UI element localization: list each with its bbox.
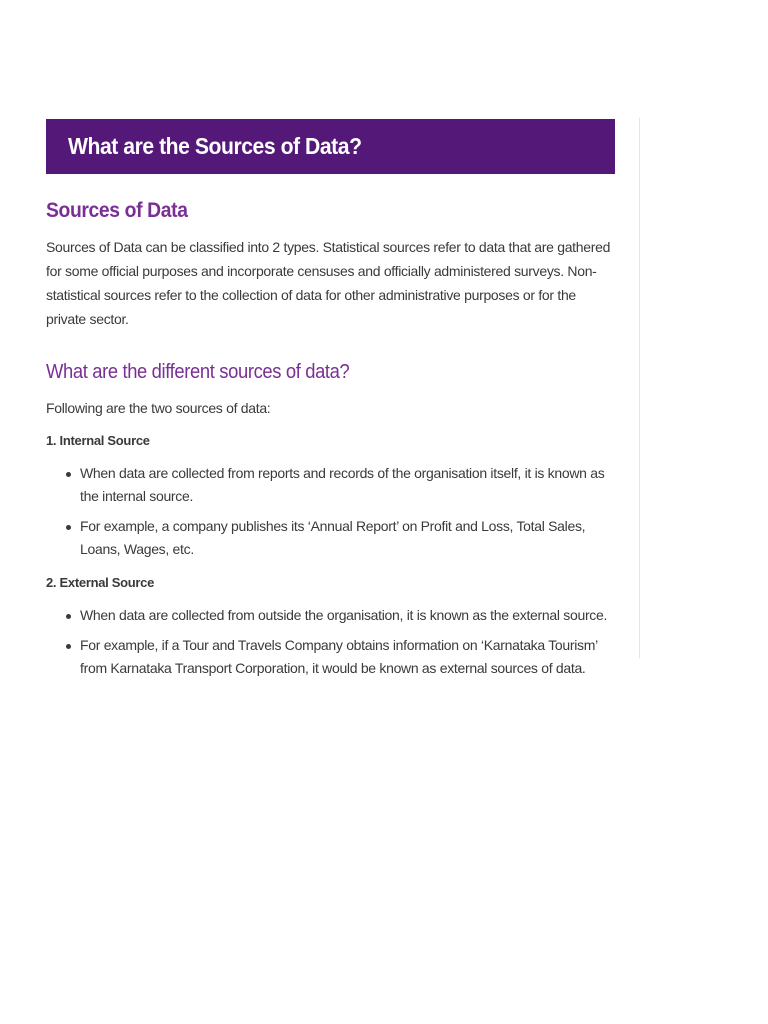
article-content: [46, 198, 616, 687]
article: [0, 118, 640, 676]
source-block-external: [46, 574, 616, 680]
section-paragraph: Sources of Data can be classified into 2 types. Statistical sources refer to data that are gathered for some official purposes and incorporate censuses and officially administered surveys. Non-statistical sources refer to the collection of data for other administrative purposes or for the private sector.: [46, 239, 611, 327]
title-banner: [46, 119, 615, 174]
bullet-list-external: [46, 604, 616, 680]
section-heading: Sources of Data: [46, 199, 188, 222]
list-item: When data are collected from outside the organisation, it is known as the external source.: [66, 604, 611, 627]
subsection-heading: What are the different sources of data?: [46, 361, 350, 383]
list-item: For example, a company publishes its ‘Annual Report’ on Profit and Loss, Total Sales, Loans, Wages, etc.: [66, 515, 611, 561]
list-item: For example, if a Tour and Travels Company obtains information on ‘Karnataka Tourism’ from Karnataka Transport Corporation, it would be known as external sources of data.: [66, 634, 611, 680]
source-block-internal: [46, 432, 616, 561]
page-title: What are the Sources of Data?: [68, 133, 362, 159]
source-title-external: 2. External Source: [46, 575, 155, 590]
subsection-intro: Following are the two sources of data:: [46, 400, 271, 416]
source-title-internal: 1. Internal Source: [46, 433, 150, 448]
list-item: When data are collected from reports and records of the organisation itself, it is known as the internal source.: [66, 462, 611, 508]
bullet-list-internal: [46, 462, 616, 561]
